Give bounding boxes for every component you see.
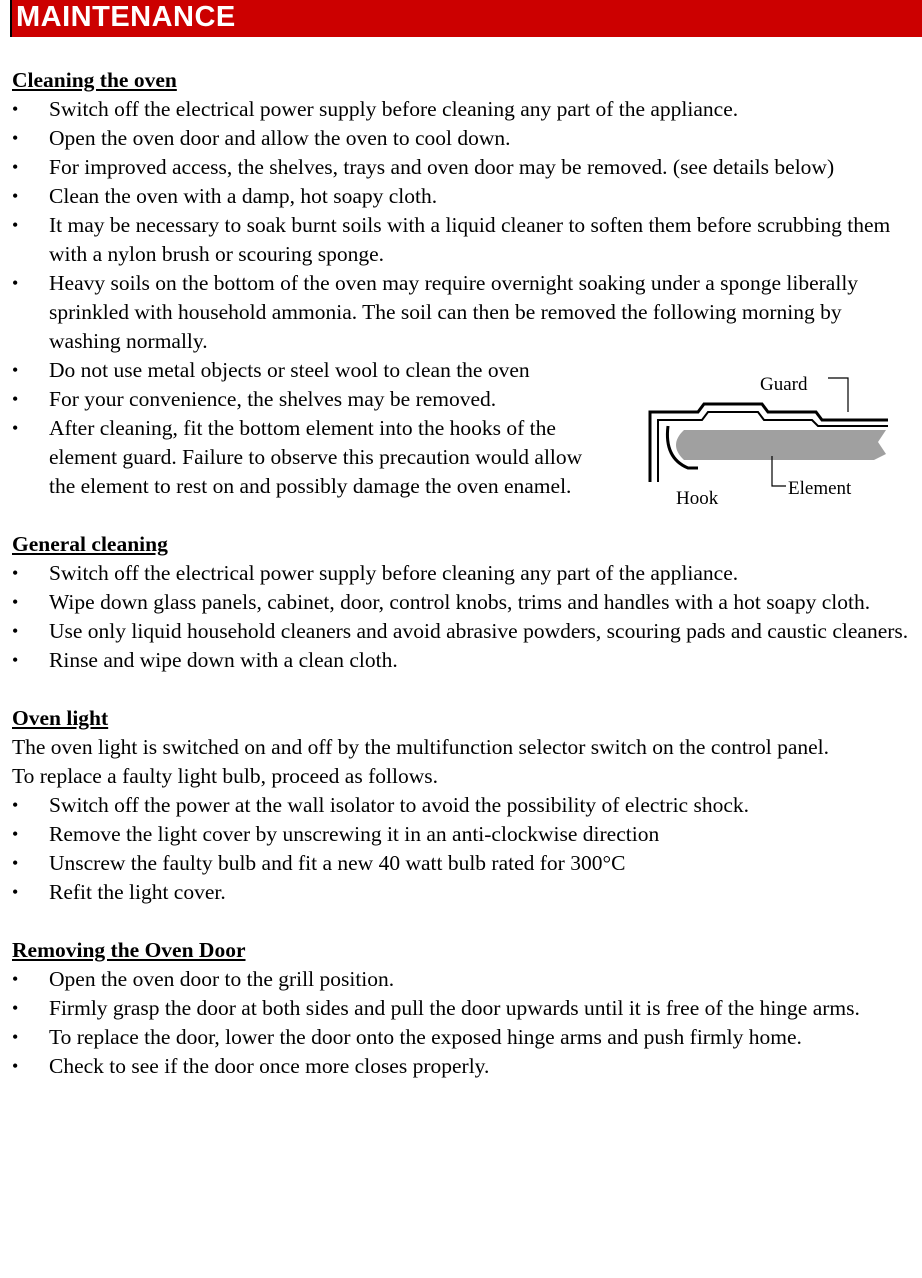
element-leader	[772, 456, 786, 486]
list-item: • Use only liquid household cleaners and avoid abrasive powders, scouring pads and caustic cleaners.	[12, 617, 912, 646]
element-guard-diagram	[638, 364, 898, 524]
list-item: • Remove the light cover by unscrewing it in an anti-clockwise direction	[12, 820, 912, 849]
page-title: MAINTENANCE	[16, 1, 236, 33]
list-item: • Firmly grasp the door at both sides and pull the door upwards until it is free of the hinge arms.	[12, 994, 912, 1023]
list-item: • Open the oven door to the grill position.	[12, 965, 912, 994]
cleaning-list	[12, 95, 912, 356]
list-item: • Check to see if the door once more closes properly.	[12, 1052, 912, 1081]
guard-leader	[828, 378, 848, 412]
section-heading-general: General cleaning	[12, 532, 168, 556]
list-item: • Heavy soils on the bottom of the oven may require overnight soaking under a sponge liberally sprinkled with household ammonia. The soil can then be removed the following morning by washing normally.	[12, 269, 912, 356]
list-item: • Rinse and wipe down with a clean cloth.	[12, 646, 912, 675]
list-item: • Wipe down glass panels, cabinet, door, control knobs, trims and handles with a hot soapy cloth.	[12, 588, 912, 617]
guard-label: Guard	[760, 374, 808, 395]
list-item: • Switch off the electrical power supply before cleaning any part of the appliance.	[12, 559, 912, 588]
manual-content	[12, 66, 912, 1081]
general-list	[12, 559, 912, 675]
list-item: • For your convenience, the shelves may be removed.	[12, 385, 609, 414]
light-paragraph: The oven light is switched on and off by the multifunction selector switch on the control panel.	[12, 735, 830, 759]
list-item: • Do not use metal objects or steel wool to clean the oven	[12, 356, 609, 385]
door-list	[12, 965, 912, 1081]
list-item: • For improved access, the shelves, trays and oven door may be removed. (see details below)	[12, 153, 912, 182]
section-heading-light: Oven light	[12, 706, 109, 730]
hook-label: Hook	[676, 488, 719, 509]
list-item: • To replace the door, lower the door onto the exposed hinge arms and push firmly home.	[12, 1023, 912, 1052]
list-item: • Unscrew the faulty bulb and fit a new 40 watt bulb rated for 300°C	[12, 849, 912, 878]
list-item: • Refit the light cover.	[12, 878, 912, 907]
list-item: • After cleaning, fit the bottom element into the hooks of the element guard. Failure to observe this precaution would allow the element to rest on and possibly damage the oven enamel.	[12, 414, 609, 501]
section-heading-door: Removing the Oven Door	[12, 938, 246, 962]
list-item: • Switch off the electrical power supply before cleaning any part of the appliance.	[12, 95, 912, 124]
list-item: • Open the oven door and allow the oven to cool down.	[12, 124, 912, 153]
section-heading-cleaning: Cleaning the oven	[12, 68, 177, 92]
light-paragraph: To replace a faulty light bulb, proceed as follows.	[12, 764, 438, 788]
light-list	[12, 791, 912, 907]
header-banner	[10, 0, 922, 37]
element-shape	[676, 430, 886, 460]
element-label: Element	[788, 478, 852, 499]
list-item: • It may be necessary to soak burnt soils with a liquid cleaner to soften them before scrubbing them with a nylon brush or scouring sponge.	[12, 211, 912, 269]
list-item: • Clean the oven with a damp, hot soapy cloth.	[12, 182, 912, 211]
list-item: • Switch off the power at the wall isolator to avoid the possibility of electric shock.	[12, 791, 912, 820]
